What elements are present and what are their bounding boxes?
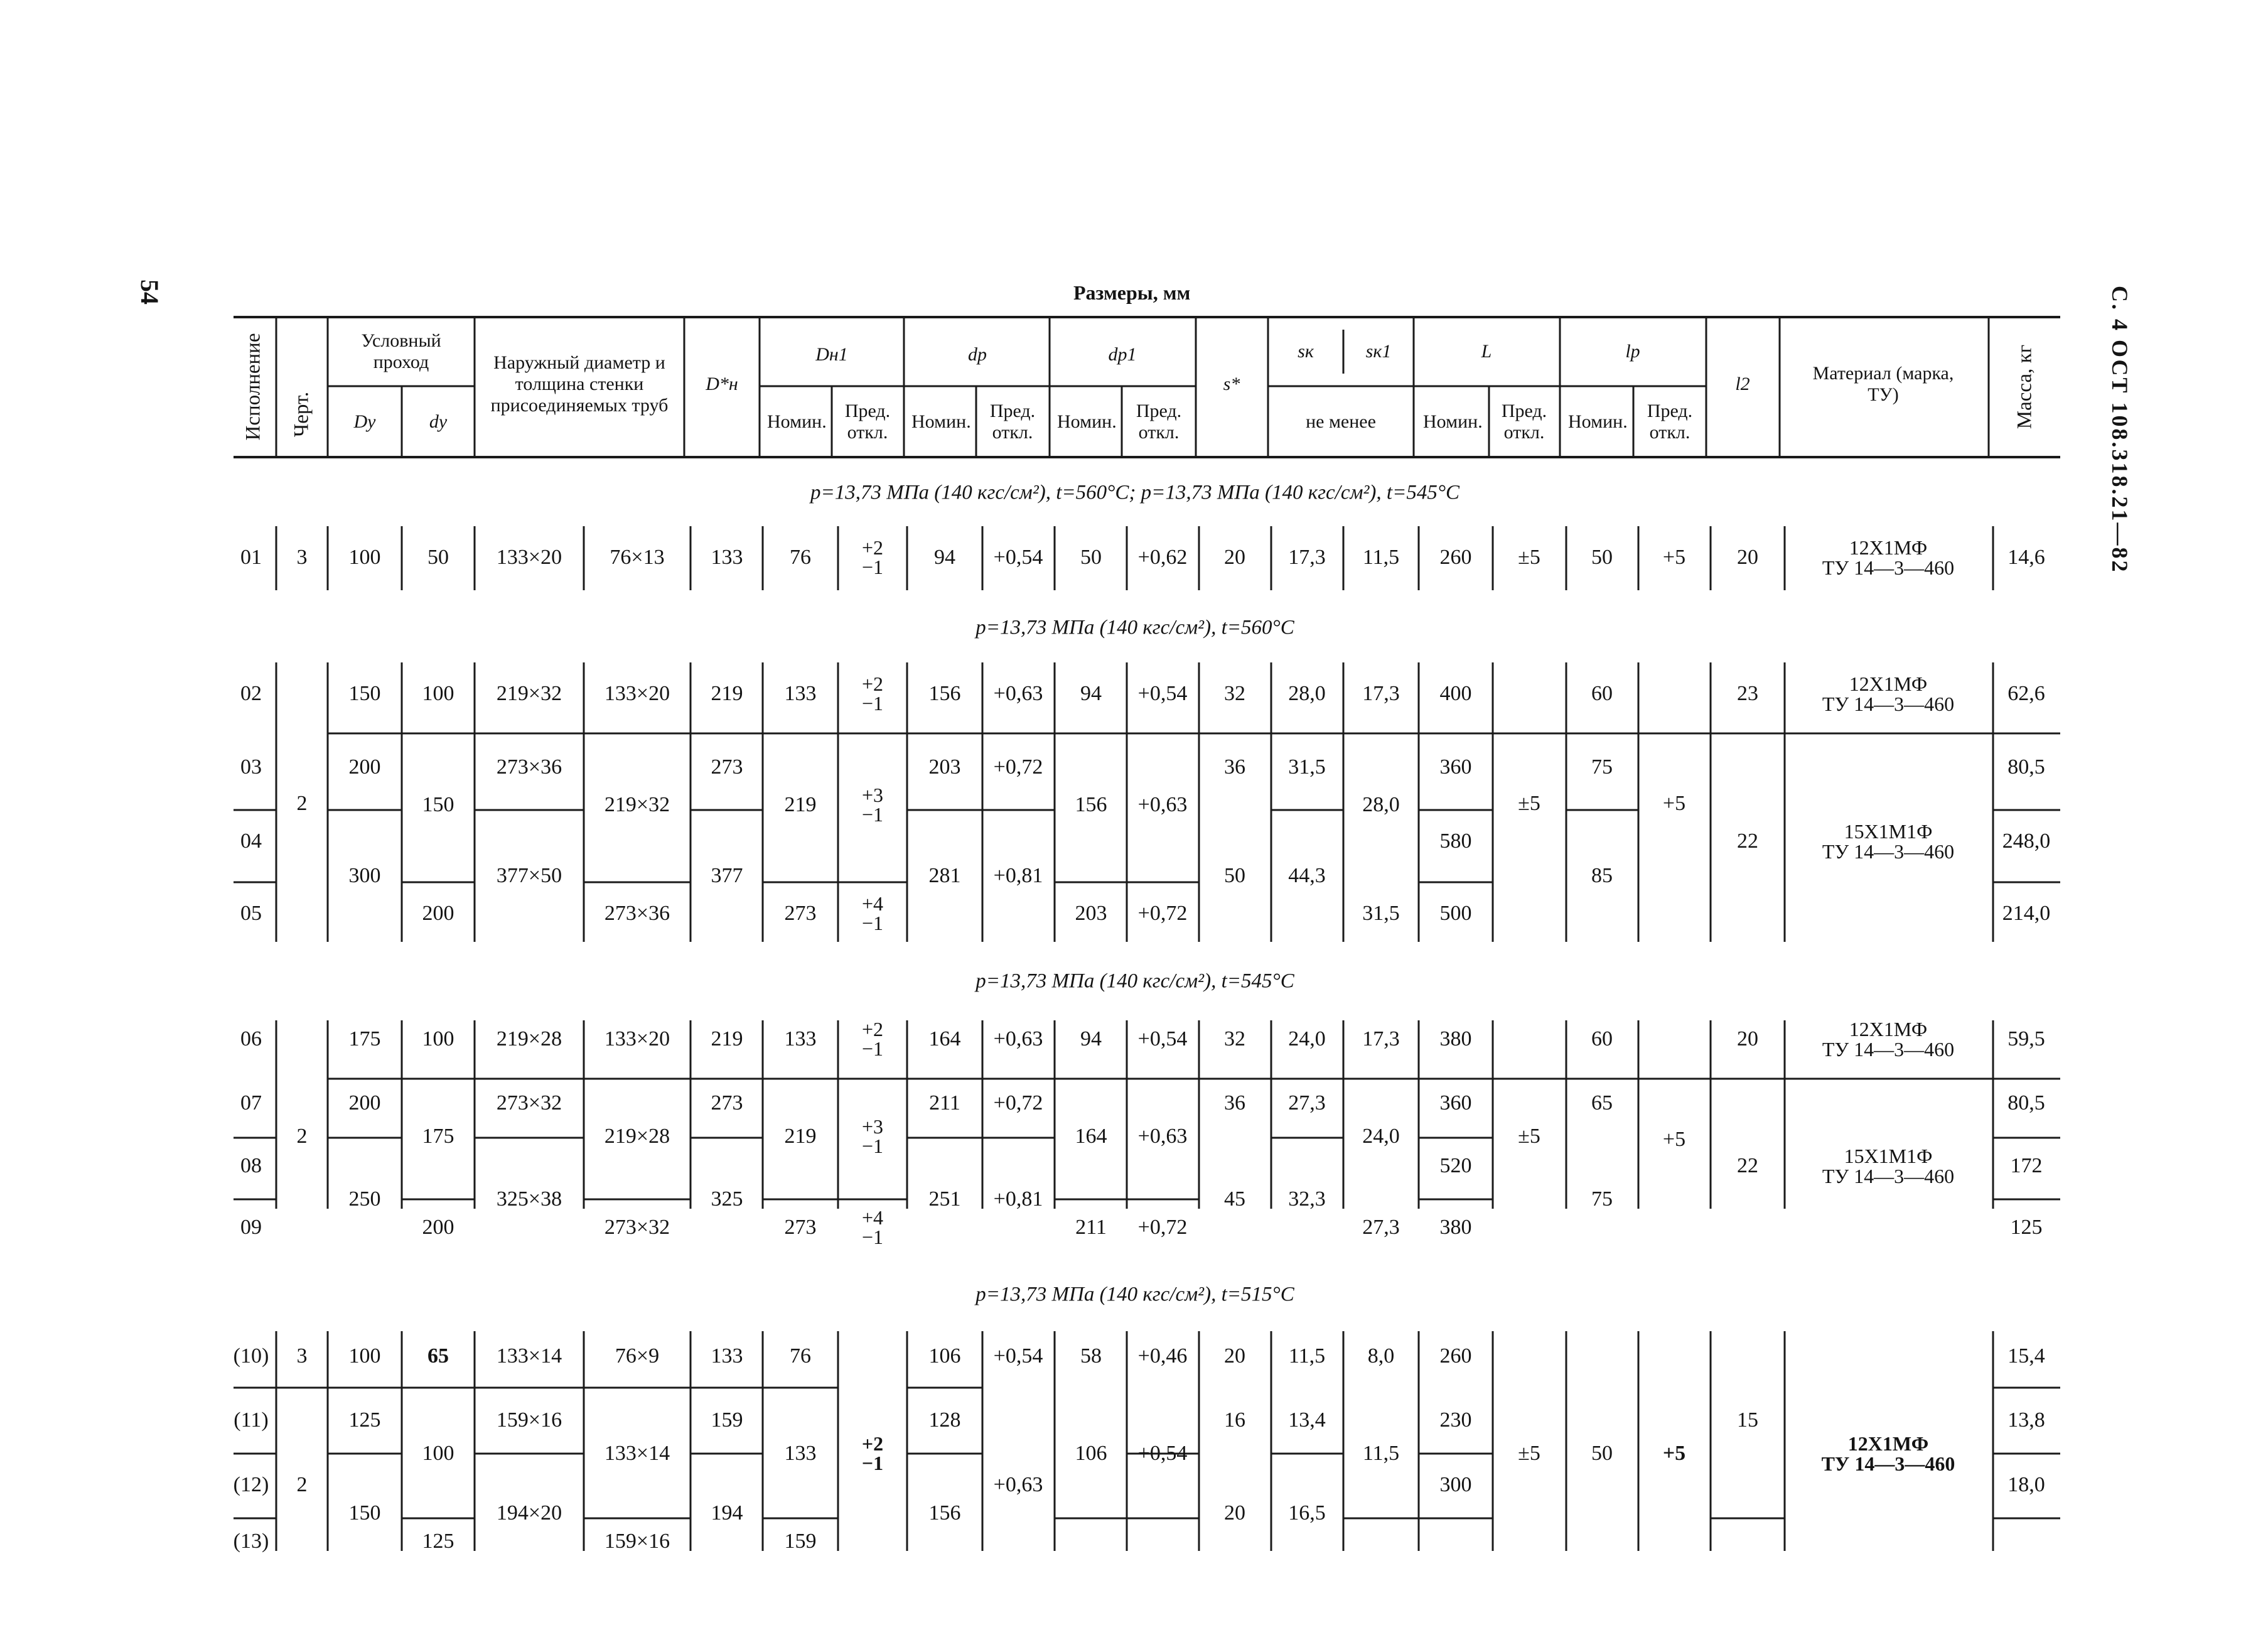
cell-isp: (11) — [234, 1408, 269, 1432]
section-heading-2: p=13,73 МПа (140 кгс/см²), t=560°С — [975, 616, 1294, 639]
cell-dp1-tol: +0,54 — [1137, 1027, 1188, 1050]
cell-s: 20 — [1224, 1501, 1245, 1525]
cell-isp: 02 — [240, 682, 262, 705]
cell-s: 32 — [1224, 1027, 1245, 1050]
cell-dp1-tol: +0,72 — [1137, 1216, 1188, 1239]
cell-dy: 200 — [422, 902, 454, 925]
cell-sk1: 11,5 — [1362, 546, 1400, 569]
cell-s: 45 — [1224, 1187, 1245, 1211]
cell-dp1: 203 — [1075, 902, 1107, 925]
cell-s: 36 — [1224, 1091, 1245, 1115]
cell-sk1: 17,3 — [1362, 1027, 1400, 1050]
cell-lp: 60 — [1591, 1027, 1613, 1050]
cell-Dn1: 273 — [784, 1216, 817, 1239]
cell-L: 300 — [1439, 1473, 1472, 1496]
cell-dp-tol: +0,72 — [993, 1091, 1043, 1115]
cell-pipe1: 273×32 — [496, 1091, 562, 1115]
material-spec: ТУ 14—3—460 — [1822, 1165, 1955, 1187]
cell-Dn: 273 — [711, 755, 743, 779]
cell-dy: 100 — [422, 1442, 454, 1465]
header-Dn1-pred: Пред. откл. — [844, 401, 891, 443]
cell-dy: 100 — [422, 1027, 454, 1050]
cell-pipe2: 159×16 — [604, 1530, 670, 1553]
material-grade: 12Х1МФ — [1849, 672, 1928, 695]
cell-Dn1: 133 — [784, 682, 817, 705]
cell-mass: 248,0 — [2002, 829, 2051, 853]
section-heading-1: p=13,73 МПа (140 кгс/см²), t=560°С; p=13,73 МПа (140 кгс/см²), t=545°С — [810, 481, 1460, 504]
tol-plus: +2 — [861, 1432, 884, 1455]
cell-Dy: 150 — [348, 682, 381, 705]
header-dp1: dр1 — [1108, 344, 1137, 365]
cell-Dy: 200 — [348, 755, 381, 779]
section-heading-4: p=13,73 МПа (140 кгс/см²), t=515°С — [975, 1283, 1294, 1306]
cell-s: 50 — [1224, 864, 1245, 887]
cell-Dy: 175 — [348, 1027, 381, 1050]
cell-sk1: 8,0 — [1367, 1344, 1395, 1368]
cell-isp: 08 — [240, 1154, 262, 1177]
cell-dy: 65 — [427, 1344, 449, 1368]
cell-Dn: 159 — [711, 1408, 743, 1432]
cell-dp1: 94 — [1080, 682, 1102, 705]
cell-Dy: 250 — [348, 1187, 381, 1211]
header-Dn-star: D*н — [706, 374, 738, 394]
cell-Dn1: 76 — [790, 546, 811, 569]
header-dp: dр — [968, 344, 987, 365]
cell-Dn1: 219 — [784, 793, 817, 816]
material-grade: 12Х1МФ — [1849, 536, 1928, 559]
cell-sk: 17,3 — [1288, 546, 1326, 569]
cell-L: 380 — [1439, 1216, 1472, 1239]
cell-chert: 3 — [296, 1344, 308, 1368]
header-ne-menee: не менее — [1306, 411, 1376, 432]
cell-isp: 07 — [240, 1091, 262, 1115]
cell-dp: 281 — [928, 864, 961, 887]
cell-pipe1: 159×16 — [496, 1408, 562, 1432]
cell-material — [1822, 1146, 1954, 1186]
cell-Dn: 219 — [711, 682, 743, 705]
cell-dp-tol: +0,72 — [993, 755, 1043, 779]
cell-Dy: 150 — [348, 1501, 381, 1525]
cell-dy: 150 — [422, 793, 454, 816]
cell-Dy: 200 — [348, 1091, 381, 1115]
cell-pipe2: 133×20 — [604, 1027, 670, 1050]
cell-pipe1: 219×32 — [496, 682, 562, 705]
cell-isp: 03 — [240, 755, 262, 779]
cell-lp: 75 — [1591, 1187, 1613, 1211]
tol-minus: −1 — [861, 1135, 884, 1157]
cell-isp: 04 — [240, 829, 262, 853]
cell-sk1: 17,3 — [1362, 682, 1400, 705]
header-uslovny-prokhod: Условный проход — [361, 330, 441, 372]
cell-dp1: 156 — [1075, 793, 1107, 816]
tol-minus: −1 — [861, 556, 884, 578]
standard-reference: С. 4 ОСТ 108.318.21—82 — [2107, 286, 2132, 574]
cell-L-tol: ±5 — [1518, 792, 1540, 815]
material-grade: 12Х1МФ — [1849, 1018, 1928, 1040]
header-Dy: Dу — [353, 411, 376, 432]
cell-sk: 31,5 — [1288, 755, 1326, 779]
cell-pipe1: 377×50 — [496, 864, 562, 887]
cell-chert: 2 — [296, 1473, 308, 1496]
cell-Dn1: 219 — [784, 1125, 817, 1148]
cell-isp: (12) — [233, 1473, 269, 1496]
tol-plus: +3 — [861, 1115, 884, 1138]
cell-pipe2: 273×36 — [604, 902, 670, 925]
cell-lp: 50 — [1591, 1442, 1613, 1465]
cell-Dn1-tol — [862, 894, 883, 933]
header-L-pred: Пред. откл. — [1501, 401, 1547, 443]
cell-Dn: 377 — [711, 864, 743, 887]
cell-L-tol: ±5 — [1518, 1442, 1540, 1465]
header-dp-nom: Номин. — [911, 411, 971, 432]
cell-Dn: 133 — [711, 1344, 743, 1368]
cell-sk: 16,5 — [1288, 1501, 1326, 1525]
cell-dp1: 50 — [1080, 546, 1102, 569]
cell-L: 520 — [1439, 1154, 1472, 1177]
cell-L: 500 — [1439, 902, 1472, 925]
cell-Dy: 100 — [348, 546, 381, 569]
cell-pipe2: 219×28 — [604, 1125, 670, 1148]
cell-pipe2: 219×32 — [604, 793, 670, 816]
cell-dp: 203 — [928, 755, 961, 779]
tol-minus: −1 — [861, 692, 884, 715]
cell-mass: 15,4 — [2007, 1344, 2045, 1368]
tol-plus: +2 — [861, 536, 884, 559]
cell-dp-tol: +0,63 — [993, 1473, 1043, 1496]
cell-material — [1822, 537, 1954, 578]
cell-isp: 01 — [240, 546, 262, 569]
header-dp-pred: Пред. откл. — [989, 401, 1036, 443]
cell-pipe2: 273×32 — [604, 1216, 670, 1239]
cell-mass: 13,8 — [2007, 1408, 2045, 1432]
tol-minus: −1 — [861, 803, 884, 826]
cell-Dn1-tol — [862, 1208, 883, 1247]
cell-mass: 59,5 — [2007, 1027, 2045, 1050]
cell-material — [1822, 1434, 1955, 1474]
cell-Dn1: 273 — [784, 902, 817, 925]
cell-dp-tol: +0,63 — [993, 682, 1043, 705]
cell-s: 16 — [1224, 1408, 1245, 1432]
cell-mass: 80,5 — [2007, 1091, 2045, 1115]
cell-dp-tol: +0,81 — [993, 1187, 1043, 1211]
cell-isp: (10) — [233, 1344, 269, 1368]
cell-L: 260 — [1439, 1344, 1472, 1368]
material-spec: ТУ 14—3—460 — [1821, 1452, 1955, 1475]
cell-Dy: 100 — [348, 1344, 381, 1368]
cell-dp: 156 — [928, 682, 961, 705]
cell-dy: 175 — [422, 1125, 454, 1148]
cell-Dy: 300 — [348, 864, 381, 887]
cell-lp: 85 — [1591, 864, 1613, 887]
cell-dp1: 106 — [1075, 1442, 1107, 1465]
cell-chert: 2 — [296, 792, 308, 815]
cell-s: 36 — [1224, 755, 1245, 779]
cell-dp1: 211 — [1075, 1216, 1107, 1239]
cell-Dn1: 76 — [790, 1344, 811, 1368]
cell-lp: 65 — [1591, 1091, 1613, 1115]
header-sk1: sк1 — [1365, 341, 1392, 362]
cell-mass: 214,0 — [2002, 902, 2051, 925]
cell-sk1: 11,5 — [1362, 1442, 1400, 1465]
header-ispolnenie: Исполнение — [242, 333, 265, 441]
cell-sk: 32,3 — [1288, 1187, 1326, 1211]
header-chert: Черт. — [290, 391, 313, 438]
cell-Dn: 219 — [711, 1027, 743, 1050]
cell-L-tol: ±5 — [1518, 546, 1540, 569]
cell-s: 32 — [1224, 682, 1245, 705]
cell-isp: 09 — [240, 1216, 262, 1239]
cell-lp-tol: +5 — [1662, 546, 1686, 569]
header-dp1-nom: Номин. — [1057, 411, 1117, 432]
cell-l2: 22 — [1737, 1154, 1758, 1177]
cell-mass: 62,6 — [2007, 682, 2045, 705]
cell-material — [1822, 674, 1954, 714]
cell-sk1: 31,5 — [1362, 902, 1400, 925]
cell-Dn1: 159 — [784, 1530, 817, 1553]
cell-l2: 20 — [1737, 1027, 1758, 1050]
cell-mass: 18,0 — [2007, 1473, 2045, 1496]
material-grade: 12Х1МФ — [1847, 1432, 1929, 1455]
cell-lp: 75 — [1591, 755, 1613, 779]
cell-mass: 14,6 — [2007, 546, 2045, 569]
cell-pipe2: 133×14 — [604, 1442, 670, 1465]
header-s-star: s* — [1223, 374, 1240, 394]
cell-dy: 200 — [422, 1216, 454, 1239]
cell-dp1: 58 — [1080, 1344, 1102, 1368]
header-lp-pred: Пред. откл. — [1647, 401, 1693, 443]
cell-L: 580 — [1439, 829, 1472, 853]
cell-sk: 27,3 — [1288, 1091, 1326, 1115]
tol-plus: +4 — [861, 892, 884, 915]
cell-pipe2: 76×9 — [615, 1344, 660, 1368]
cell-dp1-tol: +0,63 — [1137, 1125, 1188, 1148]
cell-Dn1-tol — [862, 1117, 883, 1156]
cell-Dy: 125 — [348, 1408, 381, 1432]
tol-plus: +2 — [861, 672, 884, 695]
header-material: Материал (марка, ТУ) — [1812, 363, 1954, 405]
cell-mass: 125 — [2010, 1216, 2043, 1239]
header-Dn1-nom: Номин. — [767, 411, 827, 432]
cell-pipe1: 325×38 — [496, 1187, 562, 1211]
header-lp-nom: Номин. — [1568, 411, 1628, 432]
cell-l2: 23 — [1737, 682, 1758, 705]
material-grade: 15Х1М1Ф — [1844, 1145, 1933, 1167]
cell-Dn: 194 — [711, 1501, 743, 1525]
cell-dy: 125 — [422, 1530, 454, 1553]
cell-dp1-tol: +0,72 — [1137, 902, 1188, 925]
cell-Dn1-tol — [862, 538, 883, 577]
cell-isp: 05 — [240, 902, 262, 925]
cell-L: 400 — [1439, 682, 1472, 705]
cell-L-tol: ±5 — [1518, 1125, 1540, 1148]
cell-dp1: 94 — [1080, 1027, 1102, 1050]
header-L: L — [1481, 341, 1492, 362]
cell-l2: 22 — [1737, 829, 1758, 853]
cell-mass: 172 — [2010, 1154, 2043, 1177]
cell-l2: 20 — [1737, 546, 1758, 569]
material-grade: 15Х1М1Ф — [1844, 820, 1933, 843]
cell-dp: 156 — [928, 1501, 961, 1525]
cell-pipe1: 273×36 — [496, 755, 562, 779]
cell-Dn: 133 — [711, 546, 743, 569]
table-title: Размеры, мм — [1073, 281, 1191, 304]
cell-dp1-tol: +0,54 — [1137, 682, 1188, 705]
cell-pipe2: 76×13 — [610, 546, 665, 569]
cell-dp: 211 — [929, 1091, 960, 1115]
cell-dp-tol: +0,63 — [993, 1027, 1043, 1050]
material-spec: ТУ 14—3—460 — [1822, 1038, 1955, 1061]
cell-dp-tol: +0,81 — [993, 864, 1043, 887]
header-dy: dу — [429, 411, 448, 432]
cell-pipe2: 133×20 — [604, 682, 670, 705]
header-L-nom: Номин. — [1423, 411, 1483, 432]
cell-pipe1: 133×20 — [496, 546, 562, 569]
cell-dp-tol: +0,54 — [993, 546, 1043, 569]
material-spec: ТУ 14—3—460 — [1822, 556, 1955, 579]
cell-lp-tol: +5 — [1662, 1128, 1686, 1151]
cell-dp1-tol: +0,54 — [1137, 1442, 1188, 1465]
cell-dp1-tol: +0,63 — [1137, 793, 1188, 816]
cell-isp: (13) — [233, 1530, 269, 1553]
cell-dy: 100 — [422, 682, 454, 705]
cell-pipe1: 219×28 — [496, 1027, 562, 1050]
cell-dp: 164 — [928, 1027, 961, 1050]
header-dp1-pred: Пред. откл. — [1136, 401, 1182, 443]
cell-sk: 11,5 — [1288, 1344, 1326, 1368]
cell-Dn1-tol — [862, 1434, 883, 1473]
cell-sk: 13,4 — [1288, 1408, 1326, 1432]
cell-l2: 15 — [1737, 1408, 1758, 1432]
cell-Dn: 325 — [711, 1187, 743, 1211]
cell-sk1: 27,3 — [1362, 1216, 1400, 1239]
header-l2: l2 — [1735, 374, 1750, 394]
header-naruzhny: Наружный диаметр и толщина стенки присоединяемых труб — [490, 352, 669, 416]
cell-L: 360 — [1439, 755, 1472, 779]
cell-dp1-tol: +0,62 — [1137, 546, 1188, 569]
cell-lp-tol: +5 — [1662, 792, 1686, 815]
header-Dn1: Dн1 — [815, 344, 848, 365]
cell-chert: 3 — [296, 546, 308, 569]
cell-mass: 80,5 — [2007, 755, 2045, 779]
cell-Dn1: 133 — [784, 1442, 817, 1465]
cell-dp1-tol: +0,46 — [1137, 1344, 1188, 1368]
cell-Dn1-tol — [862, 674, 883, 713]
cell-dp: 251 — [928, 1187, 961, 1211]
cell-L: 380 — [1439, 1027, 1472, 1050]
cell-dp: 128 — [928, 1408, 961, 1432]
header-massa: Масса, кг — [2013, 344, 2036, 429]
page-number: 54 — [136, 279, 164, 305]
cell-Dn1-tol — [862, 786, 883, 824]
cell-sk1: 24,0 — [1362, 1125, 1400, 1148]
cell-material — [1822, 821, 1954, 861]
cell-s: 20 — [1224, 546, 1245, 569]
material-spec: ТУ 14—3—460 — [1822, 840, 1955, 863]
cell-Dn1: 133 — [784, 1027, 817, 1050]
cell-s: 20 — [1224, 1344, 1245, 1368]
tol-minus: −1 — [861, 1452, 884, 1474]
section-heading-3: p=13,73 МПа (140 кгс/см²), t=545°С — [975, 969, 1294, 993]
cell-L: 260 — [1439, 546, 1472, 569]
cell-L: 360 — [1439, 1091, 1472, 1115]
material-spec: ТУ 14—3—460 — [1822, 693, 1955, 715]
cell-L: 230 — [1439, 1408, 1472, 1432]
cell-material — [1822, 1019, 1954, 1059]
header-sk: sк — [1298, 341, 1314, 362]
tol-minus: −1 — [861, 912, 884, 934]
cell-Dn1-tol — [862, 1020, 883, 1059]
cell-chert: 2 — [296, 1125, 308, 1148]
cell-sk: 44,3 — [1288, 864, 1326, 887]
cell-Dn: 273 — [711, 1091, 743, 1115]
cell-isp: 06 — [240, 1027, 262, 1050]
tol-plus: +2 — [861, 1018, 884, 1040]
cell-sk: 28,0 — [1288, 682, 1326, 705]
cell-dp: 106 — [928, 1344, 961, 1368]
header-lp: lр — [1625, 341, 1640, 362]
tol-minus: −1 — [861, 1037, 884, 1060]
tol-plus: +3 — [861, 784, 884, 806]
tol-minus: −1 — [861, 1226, 884, 1248]
cell-sk1: 28,0 — [1362, 793, 1400, 816]
cell-lp: 60 — [1591, 682, 1613, 705]
cell-dp1: 164 — [1075, 1125, 1107, 1148]
cell-dy: 50 — [427, 546, 449, 569]
cell-dp: 94 — [934, 546, 955, 569]
cell-dp-tol: +0,54 — [993, 1344, 1043, 1368]
cell-lp-tol: +5 — [1662, 1442, 1686, 1465]
tol-plus: +4 — [861, 1206, 884, 1229]
cell-pipe1: 194×20 — [496, 1501, 562, 1525]
cell-sk: 24,0 — [1288, 1027, 1326, 1050]
cell-lp: 50 — [1591, 546, 1613, 569]
cell-pipe1: 133×14 — [496, 1344, 562, 1368]
